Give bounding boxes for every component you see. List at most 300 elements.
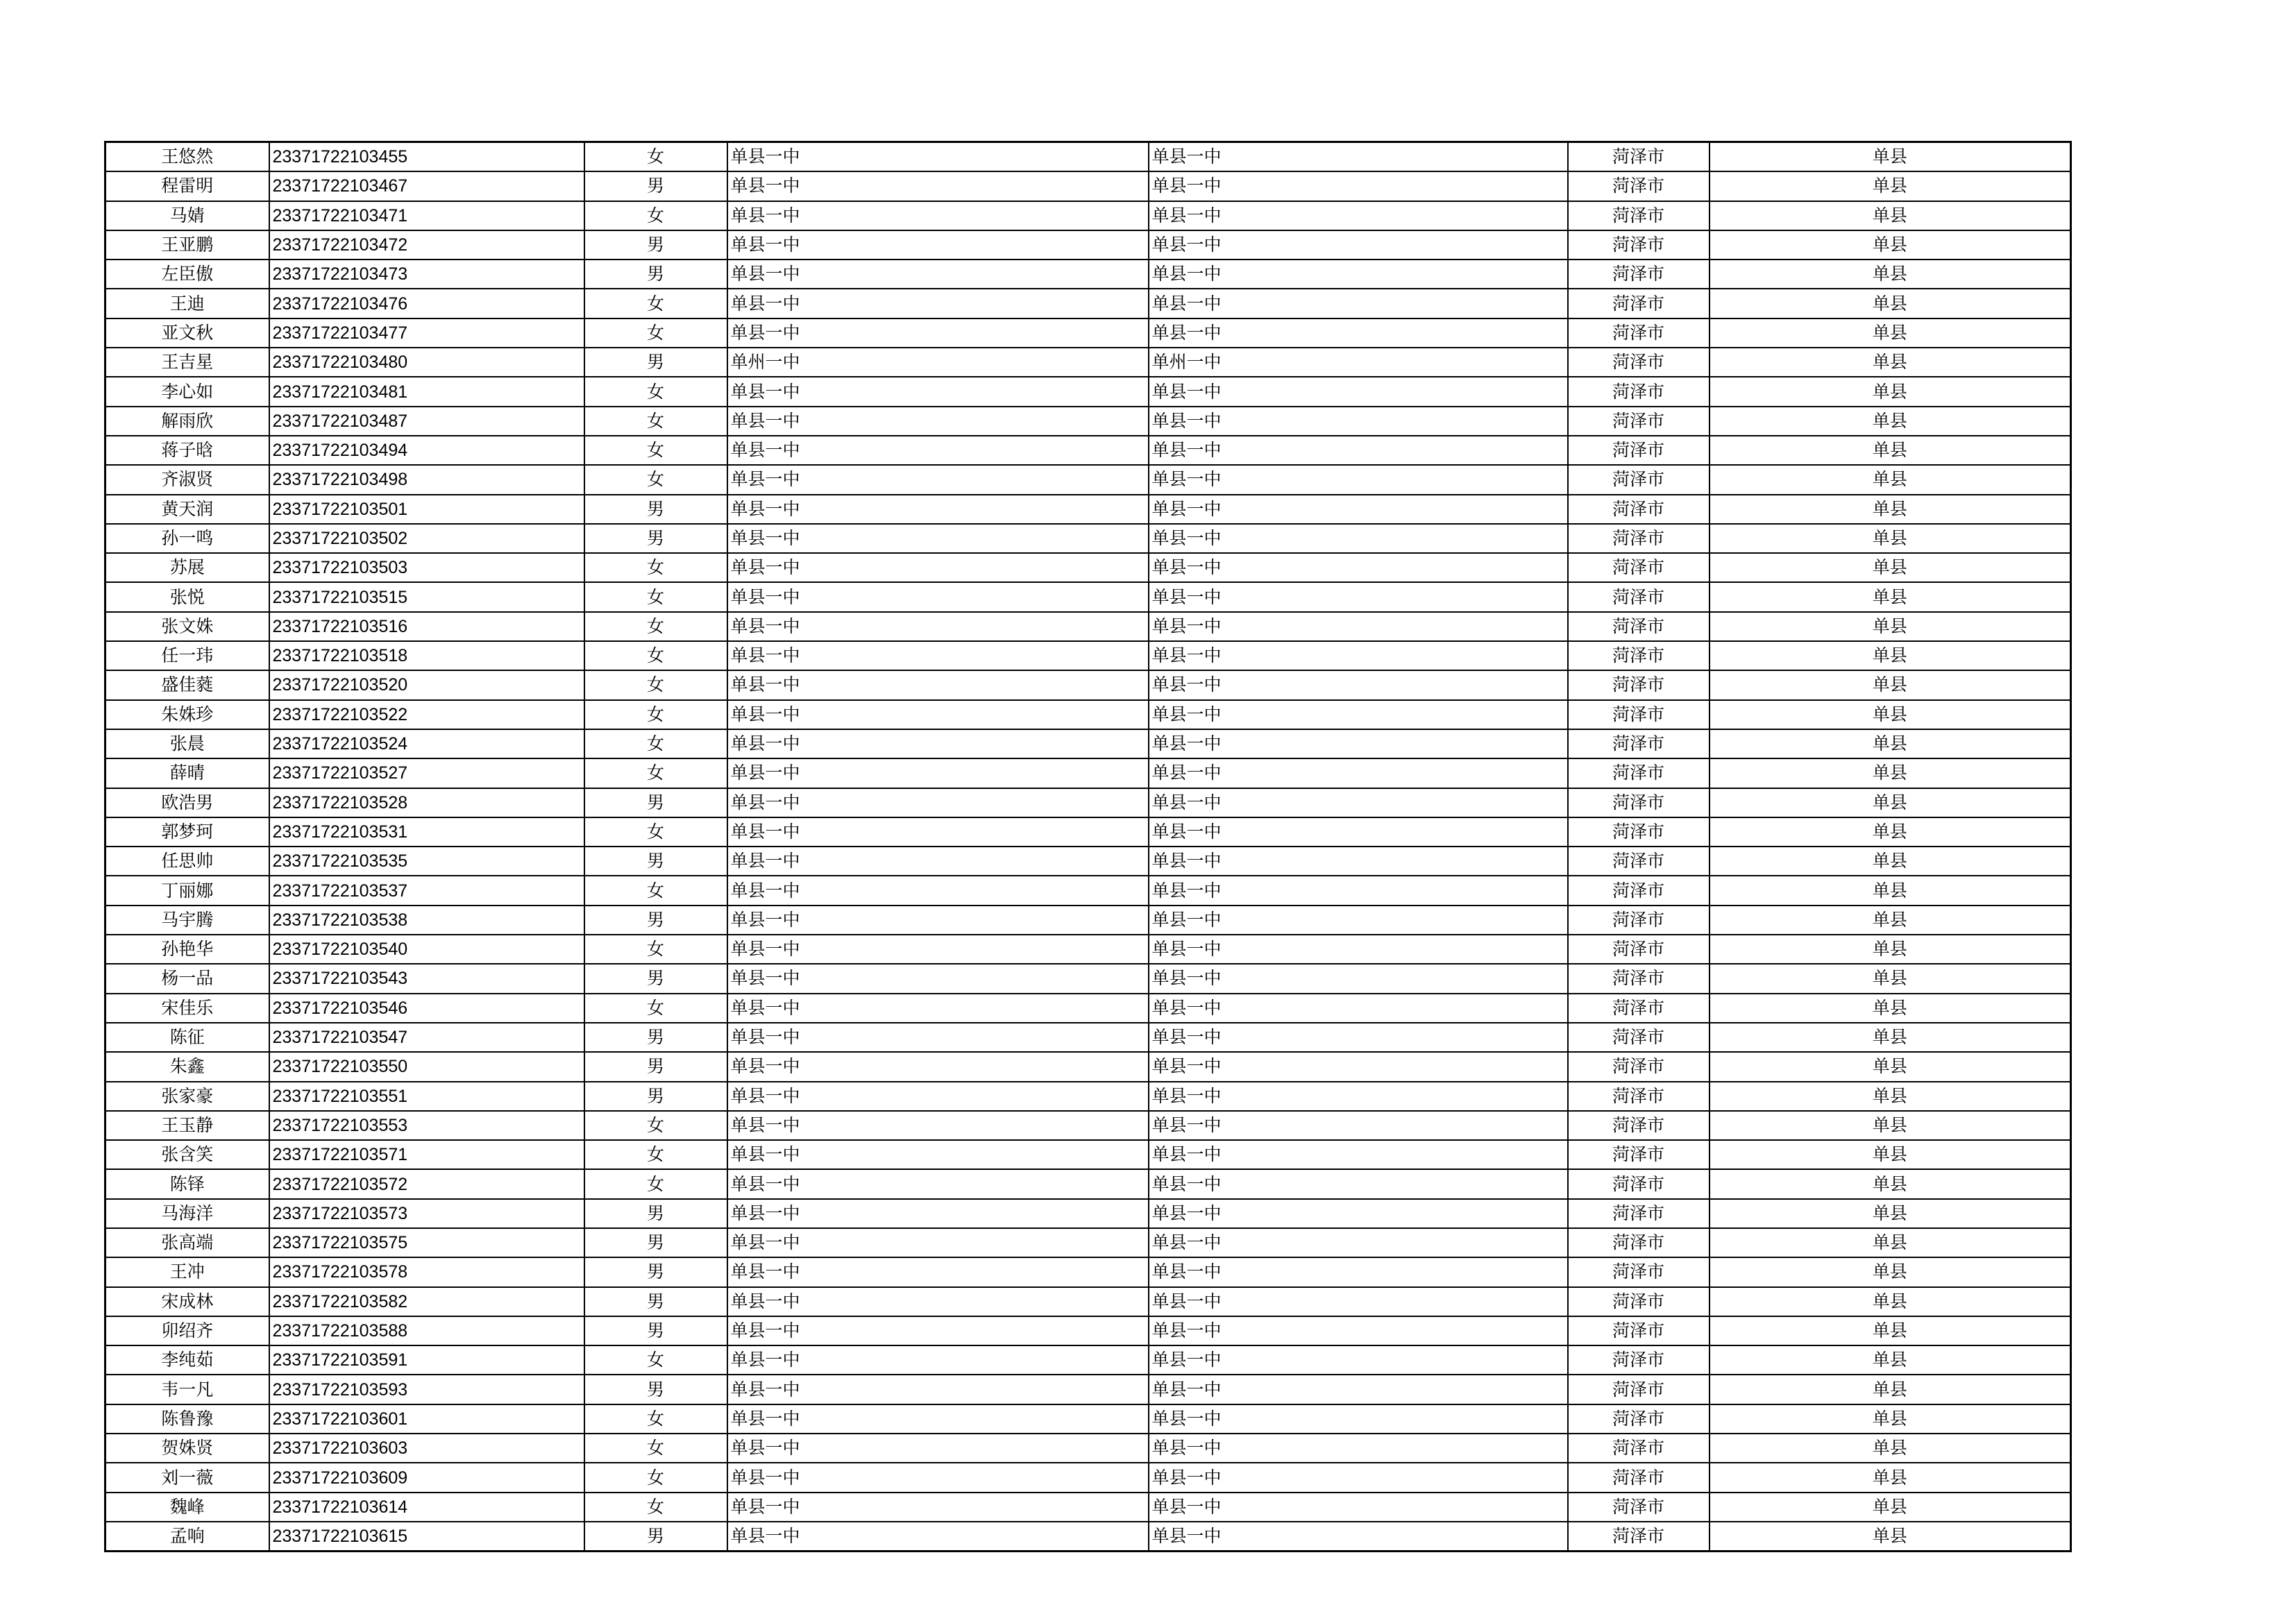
gender-cell: 女 — [584, 994, 727, 1023]
city-cell: 菏泽市 — [1568, 1434, 1710, 1463]
gender-cell: 男 — [584, 524, 727, 553]
table-row — [105, 348, 2071, 377]
graduating-school-cell: 单县一中 — [1149, 142, 1568, 172]
exam-id-cell: 23371722103494 — [269, 436, 584, 465]
school-cell: 单县一中 — [727, 1345, 1149, 1375]
school-cell: 单县一中 — [727, 788, 1149, 817]
city-cell: 菏泽市 — [1568, 1169, 1710, 1198]
gender-cell: 女 — [584, 407, 727, 436]
exam-id-cell: 23371722103531 — [269, 817, 584, 847]
graduating-school-cell: 单州一中 — [1149, 348, 1568, 377]
exam-id-cell: 23371722103540 — [269, 935, 584, 964]
student-name-cell: 任思帅 — [105, 847, 269, 876]
graduating-school-cell: 单县一中 — [1149, 1345, 1568, 1375]
graduating-school-cell: 单县一中 — [1149, 1522, 1568, 1552]
table-row — [105, 1111, 2071, 1140]
graduating-school-cell: 单县一中 — [1149, 729, 1568, 758]
graduating-school-cell: 单县一中 — [1149, 1082, 1568, 1111]
school-cell: 单州一中 — [727, 348, 1149, 377]
city-cell: 菏泽市 — [1568, 906, 1710, 935]
school-cell: 单县一中 — [727, 876, 1149, 905]
school-cell: 单县一中 — [727, 201, 1149, 230]
school-cell: 单县一中 — [727, 700, 1149, 729]
school-cell: 单县一中 — [727, 436, 1149, 465]
exam-id-cell: 23371722103573 — [269, 1199, 584, 1228]
city-cell: 菏泽市 — [1568, 994, 1710, 1023]
student-name-cell: 刘一薇 — [105, 1463, 269, 1492]
exam-id-cell: 23371722103591 — [269, 1345, 584, 1375]
student-name-cell: 李心如 — [105, 377, 269, 406]
student-name-cell: 卯绍齐 — [105, 1316, 269, 1345]
table-row — [105, 935, 2071, 964]
school-cell: 单县一中 — [727, 1463, 1149, 1492]
city-cell: 菏泽市 — [1568, 1316, 1710, 1345]
county-cell: 单县 — [1710, 670, 2071, 699]
student-name-cell: 张悦 — [105, 582, 269, 611]
table-row — [105, 700, 2071, 729]
county-cell: 单县 — [1710, 495, 2071, 524]
exam-id-cell: 23371722103477 — [269, 318, 584, 348]
school-cell: 单县一中 — [727, 1493, 1149, 1522]
city-cell: 菏泽市 — [1568, 817, 1710, 847]
graduating-school-cell: 单县一中 — [1149, 1140, 1568, 1169]
school-cell: 单县一中 — [727, 377, 1149, 406]
exam-id-cell: 23371722103575 — [269, 1228, 584, 1257]
gender-cell: 女 — [584, 670, 727, 699]
gender-cell: 男 — [584, 1082, 727, 1111]
gender-cell: 女 — [584, 729, 727, 758]
county-cell: 单县 — [1710, 1316, 2071, 1345]
student-name-cell: 马宇腾 — [105, 906, 269, 935]
student-name-cell: 王亚鹏 — [105, 230, 269, 260]
city-cell: 菏泽市 — [1568, 289, 1710, 318]
county-cell: 单县 — [1710, 1111, 2071, 1140]
city-cell: 菏泽市 — [1568, 495, 1710, 524]
county-cell: 单县 — [1710, 994, 2071, 1023]
school-cell: 单县一中 — [727, 1375, 1149, 1404]
school-cell: 单县一中 — [727, 1082, 1149, 1111]
exam-id-cell: 23371722103467 — [269, 171, 584, 201]
graduating-school-cell: 单县一中 — [1149, 788, 1568, 817]
student-name-cell: 孟响 — [105, 1522, 269, 1552]
county-cell: 单县 — [1710, 407, 2071, 436]
table-row — [105, 260, 2071, 289]
graduating-school-cell: 单县一中 — [1149, 582, 1568, 611]
city-cell: 菏泽市 — [1568, 436, 1710, 465]
student-name-cell: 薛晴 — [105, 758, 269, 788]
county-cell: 单县 — [1710, 729, 2071, 758]
gender-cell: 女 — [584, 289, 727, 318]
county-cell: 单县 — [1710, 1082, 2071, 1111]
exam-id-cell: 23371722103601 — [269, 1404, 584, 1434]
table-row — [105, 171, 2071, 201]
table-row — [105, 1169, 2071, 1198]
table-row — [105, 994, 2071, 1023]
graduating-school-cell: 单县一中 — [1149, 407, 1568, 436]
table-row — [105, 289, 2071, 318]
student-name-cell: 王冲 — [105, 1257, 269, 1286]
graduating-school-cell: 单县一中 — [1149, 230, 1568, 260]
exam-id-cell: 23371722103502 — [269, 524, 584, 553]
exam-id-cell: 23371722103546 — [269, 994, 584, 1023]
county-cell: 单县 — [1710, 465, 2071, 494]
city-cell: 菏泽市 — [1568, 348, 1710, 377]
student-name-cell: 齐淑贤 — [105, 465, 269, 494]
exam-id-cell: 23371722103473 — [269, 260, 584, 289]
student-name-cell: 任一玮 — [105, 641, 269, 670]
school-cell: 单县一中 — [727, 935, 1149, 964]
city-cell: 菏泽市 — [1568, 1199, 1710, 1228]
exam-id-cell: 23371722103527 — [269, 758, 584, 788]
school-cell: 单县一中 — [727, 318, 1149, 348]
table-row — [105, 1434, 2071, 1463]
graduating-school-cell: 单县一中 — [1149, 1257, 1568, 1286]
student-name-cell: 杨一品 — [105, 964, 269, 993]
city-cell: 菏泽市 — [1568, 201, 1710, 230]
table-row — [105, 1052, 2071, 1081]
student-name-cell: 马婧 — [105, 201, 269, 230]
county-cell: 单县 — [1710, 201, 2071, 230]
city-cell: 菏泽市 — [1568, 964, 1710, 993]
table-row — [105, 230, 2071, 260]
exam-id-cell: 23371722103593 — [269, 1375, 584, 1404]
gender-cell: 男 — [584, 1199, 727, 1228]
city-cell: 菏泽市 — [1568, 1140, 1710, 1169]
school-cell: 单县一中 — [727, 994, 1149, 1023]
graduating-school-cell: 单县一中 — [1149, 935, 1568, 964]
city-cell: 菏泽市 — [1568, 1404, 1710, 1434]
student-name-cell: 朱鑫 — [105, 1052, 269, 1081]
county-cell: 单县 — [1710, 1169, 2071, 1198]
school-cell: 单县一中 — [727, 612, 1149, 641]
table-row — [105, 142, 2071, 172]
gender-cell: 男 — [584, 171, 727, 201]
city-cell: 菏泽市 — [1568, 935, 1710, 964]
school-cell: 单县一中 — [727, 758, 1149, 788]
county-cell: 单县 — [1710, 1228, 2071, 1257]
gender-cell: 男 — [584, 788, 727, 817]
graduating-school-cell: 单县一中 — [1149, 817, 1568, 847]
county-cell: 单县 — [1710, 906, 2071, 935]
graduating-school-cell: 单县一中 — [1149, 1023, 1568, 1052]
table-row — [105, 906, 2071, 935]
student-name-cell: 李纯茹 — [105, 1345, 269, 1375]
student-name-cell: 欧浩男 — [105, 788, 269, 817]
exam-id-cell: 23371722103538 — [269, 906, 584, 935]
school-cell: 单县一中 — [727, 582, 1149, 611]
school-cell: 单县一中 — [727, 1199, 1149, 1228]
graduating-school-cell: 单县一中 — [1149, 318, 1568, 348]
gender-cell: 男 — [584, 847, 727, 876]
graduating-school-cell: 单县一中 — [1149, 1111, 1568, 1140]
student-name-cell: 蒋子晗 — [105, 436, 269, 465]
city-cell: 菏泽市 — [1568, 1257, 1710, 1286]
student-name-cell: 王吉星 — [105, 348, 269, 377]
graduating-school-cell: 单县一中 — [1149, 1287, 1568, 1316]
city-cell: 菏泽市 — [1568, 1082, 1710, 1111]
county-cell: 单县 — [1710, 318, 2071, 348]
student-name-cell: 贺姝贤 — [105, 1434, 269, 1463]
exam-id-cell: 23371722103571 — [269, 1140, 584, 1169]
graduating-school-cell: 单县一中 — [1149, 260, 1568, 289]
gender-cell: 女 — [584, 876, 727, 905]
student-name-cell: 韦一凡 — [105, 1375, 269, 1404]
city-cell: 菏泽市 — [1568, 1023, 1710, 1052]
county-cell: 单县 — [1710, 847, 2071, 876]
gender-cell: 女 — [584, 582, 727, 611]
graduating-school-cell: 单县一中 — [1149, 964, 1568, 993]
gender-cell: 女 — [584, 377, 727, 406]
student-name-cell: 亚文秋 — [105, 318, 269, 348]
student-name-cell: 张高端 — [105, 1228, 269, 1257]
city-cell: 菏泽市 — [1568, 641, 1710, 670]
city-cell: 菏泽市 — [1568, 407, 1710, 436]
exam-id-cell: 23371722103516 — [269, 612, 584, 641]
gender-cell: 男 — [584, 348, 727, 377]
student-name-cell: 解雨欣 — [105, 407, 269, 436]
graduating-school-cell: 单县一中 — [1149, 1169, 1568, 1198]
graduating-school-cell: 单县一中 — [1149, 171, 1568, 201]
student-name-cell: 张文姝 — [105, 612, 269, 641]
gender-cell: 男 — [584, 964, 727, 993]
graduating-school-cell: 单县一中 — [1149, 1404, 1568, 1434]
exam-id-cell: 23371722103543 — [269, 964, 584, 993]
exam-id-cell: 23371722103609 — [269, 1463, 584, 1492]
school-cell: 单县一中 — [727, 407, 1149, 436]
student-name-cell: 丁丽娜 — [105, 876, 269, 905]
school-cell: 单县一中 — [727, 1169, 1149, 1198]
city-cell: 菏泽市 — [1568, 1287, 1710, 1316]
city-cell: 菏泽市 — [1568, 729, 1710, 758]
table-row — [105, 964, 2071, 993]
graduating-school-cell: 单县一中 — [1149, 1375, 1568, 1404]
school-cell: 单县一中 — [727, 1287, 1149, 1316]
student-name-cell: 左臣傲 — [105, 260, 269, 289]
graduating-school-cell: 单县一中 — [1149, 906, 1568, 935]
county-cell: 单县 — [1710, 142, 2071, 172]
table-row — [105, 847, 2071, 876]
county-cell: 单县 — [1710, 700, 2071, 729]
exam-id-cell: 23371722103515 — [269, 582, 584, 611]
table-row — [105, 1316, 2071, 1345]
county-cell: 单县 — [1710, 758, 2071, 788]
student-name-cell: 王悠然 — [105, 142, 269, 172]
city-cell: 菏泽市 — [1568, 1463, 1710, 1492]
county-cell: 单县 — [1710, 171, 2071, 201]
student-name-cell: 王迪 — [105, 289, 269, 318]
exam-id-cell: 23371722103522 — [269, 700, 584, 729]
county-cell: 单县 — [1710, 1257, 2071, 1286]
gender-cell: 男 — [584, 1257, 727, 1286]
table-row — [105, 1199, 2071, 1228]
school-cell: 单县一中 — [727, 465, 1149, 494]
table-row — [105, 495, 2071, 524]
county-cell: 单县 — [1710, 348, 2071, 377]
exam-id-cell: 23371722103550 — [269, 1052, 584, 1081]
gender-cell: 女 — [584, 1404, 727, 1434]
county-cell: 单县 — [1710, 876, 2071, 905]
city-cell: 菏泽市 — [1568, 377, 1710, 406]
gender-cell: 女 — [584, 436, 727, 465]
county-cell: 单县 — [1710, 230, 2071, 260]
county-cell: 单县 — [1710, 1375, 2071, 1404]
gender-cell: 女 — [584, 612, 727, 641]
table-body — [105, 142, 2071, 1552]
school-cell: 单县一中 — [727, 1257, 1149, 1286]
graduating-school-cell: 单县一中 — [1149, 876, 1568, 905]
exam-id-cell: 23371722103520 — [269, 670, 584, 699]
school-cell: 单县一中 — [727, 1434, 1149, 1463]
county-cell: 单县 — [1710, 553, 2071, 582]
student-name-cell: 盛佳蕤 — [105, 670, 269, 699]
gender-cell: 男 — [584, 1052, 727, 1081]
student-name-cell: 郭梦珂 — [105, 817, 269, 847]
city-cell: 菏泽市 — [1568, 700, 1710, 729]
student-name-cell: 魏峰 — [105, 1493, 269, 1522]
county-cell: 单县 — [1710, 260, 2071, 289]
table-row — [105, 1522, 2071, 1552]
exam-id-cell: 23371722103455 — [269, 142, 584, 172]
county-cell: 单县 — [1710, 377, 2071, 406]
exam-id-cell: 23371722103553 — [269, 1111, 584, 1140]
table-row — [105, 1345, 2071, 1375]
school-cell: 单县一中 — [727, 142, 1149, 172]
exam-id-cell: 23371722103481 — [269, 377, 584, 406]
graduating-school-cell: 单县一中 — [1149, 524, 1568, 553]
city-cell: 菏泽市 — [1568, 524, 1710, 553]
gender-cell: 女 — [584, 817, 727, 847]
county-cell: 单县 — [1710, 524, 2071, 553]
student-name-cell: 陈征 — [105, 1023, 269, 1052]
gender-cell: 女 — [584, 553, 727, 582]
table-row — [105, 582, 2071, 611]
table-row — [105, 377, 2071, 406]
city-cell: 菏泽市 — [1568, 847, 1710, 876]
gender-cell: 男 — [584, 260, 727, 289]
county-cell: 单县 — [1710, 1522, 2071, 1552]
gender-cell: 男 — [584, 495, 727, 524]
student-name-cell: 陈铎 — [105, 1169, 269, 1198]
city-cell: 菏泽市 — [1568, 171, 1710, 201]
table-row — [105, 465, 2071, 494]
gender-cell: 女 — [584, 935, 727, 964]
graduating-school-cell: 单县一中 — [1149, 289, 1568, 318]
exam-id-cell: 23371722103614 — [269, 1493, 584, 1522]
county-cell: 单县 — [1710, 1404, 2071, 1434]
county-cell: 单县 — [1710, 1140, 2071, 1169]
gender-cell: 女 — [584, 1345, 727, 1375]
table-row — [105, 407, 2071, 436]
county-cell: 单县 — [1710, 641, 2071, 670]
exam-id-cell: 23371722103582 — [269, 1287, 584, 1316]
graduating-school-cell: 单县一中 — [1149, 377, 1568, 406]
student-name-cell: 宋成林 — [105, 1287, 269, 1316]
exam-id-cell: 23371722103578 — [269, 1257, 584, 1286]
exam-id-cell: 23371722103551 — [269, 1082, 584, 1111]
exam-id-cell: 23371722103487 — [269, 407, 584, 436]
student-table — [104, 141, 2072, 1552]
table-row — [105, 1404, 2071, 1434]
exam-id-cell: 23371722103472 — [269, 230, 584, 260]
county-cell: 单县 — [1710, 1434, 2071, 1463]
exam-id-cell: 23371722103537 — [269, 876, 584, 905]
student-name-cell: 张晨 — [105, 729, 269, 758]
student-name-cell: 黄天润 — [105, 495, 269, 524]
gender-cell: 女 — [584, 1493, 727, 1522]
city-cell: 菏泽市 — [1568, 1493, 1710, 1522]
gender-cell: 女 — [584, 1463, 727, 1492]
graduating-school-cell: 单县一中 — [1149, 553, 1568, 582]
city-cell: 菏泽市 — [1568, 582, 1710, 611]
student-name-cell: 孙艳华 — [105, 935, 269, 964]
city-cell: 菏泽市 — [1568, 230, 1710, 260]
table-row — [105, 670, 2071, 699]
school-cell: 单县一中 — [727, 230, 1149, 260]
county-cell: 单县 — [1710, 964, 2071, 993]
exam-id-cell: 23371722103501 — [269, 495, 584, 524]
exam-id-cell: 23371722103535 — [269, 847, 584, 876]
graduating-school-cell: 单县一中 — [1149, 436, 1568, 465]
county-cell: 单县 — [1710, 582, 2071, 611]
county-cell: 单县 — [1710, 1199, 2071, 1228]
city-cell: 菏泽市 — [1568, 1375, 1710, 1404]
table-row — [105, 553, 2071, 582]
graduating-school-cell: 单县一中 — [1149, 495, 1568, 524]
county-cell: 单县 — [1710, 1493, 2071, 1522]
graduating-school-cell: 单县一中 — [1149, 201, 1568, 230]
school-cell: 单县一中 — [727, 1228, 1149, 1257]
graduating-school-cell: 单县一中 — [1149, 847, 1568, 876]
exam-id-cell: 23371722103572 — [269, 1169, 584, 1198]
gender-cell: 男 — [584, 230, 727, 260]
exam-id-cell: 23371722103498 — [269, 465, 584, 494]
graduating-school-cell: 单县一中 — [1149, 1434, 1568, 1463]
city-cell: 菏泽市 — [1568, 612, 1710, 641]
exam-id-cell: 23371722103615 — [269, 1522, 584, 1552]
student-name-cell: 张含笑 — [105, 1140, 269, 1169]
school-cell: 单县一中 — [727, 495, 1149, 524]
exam-id-cell: 23371722103518 — [269, 641, 584, 670]
exam-id-cell: 23371722103480 — [269, 348, 584, 377]
school-cell: 单县一中 — [727, 1316, 1149, 1345]
school-cell: 单县一中 — [727, 1404, 1149, 1434]
graduating-school-cell: 单县一中 — [1149, 1316, 1568, 1345]
table-row — [105, 436, 2071, 465]
county-cell: 单县 — [1710, 1023, 2071, 1052]
table-row — [105, 876, 2071, 905]
gender-cell: 女 — [584, 641, 727, 670]
graduating-school-cell: 单县一中 — [1149, 641, 1568, 670]
county-cell: 单县 — [1710, 935, 2071, 964]
school-cell: 单县一中 — [727, 906, 1149, 935]
exam-id-cell: 23371722103471 — [269, 201, 584, 230]
table-row — [105, 1023, 2071, 1052]
county-cell: 单县 — [1710, 612, 2071, 641]
gender-cell: 女 — [584, 1434, 727, 1463]
city-cell: 菏泽市 — [1568, 788, 1710, 817]
school-cell: 单县一中 — [727, 1052, 1149, 1081]
gender-cell: 女 — [584, 142, 727, 172]
city-cell: 菏泽市 — [1568, 758, 1710, 788]
school-cell: 单县一中 — [727, 1023, 1149, 1052]
school-cell: 单县一中 — [727, 817, 1149, 847]
city-cell: 菏泽市 — [1568, 260, 1710, 289]
table-row — [105, 318, 2071, 348]
graduating-school-cell: 单县一中 — [1149, 670, 1568, 699]
school-cell: 单县一中 — [727, 289, 1149, 318]
gender-cell: 男 — [584, 1316, 727, 1345]
county-cell: 单县 — [1710, 289, 2071, 318]
